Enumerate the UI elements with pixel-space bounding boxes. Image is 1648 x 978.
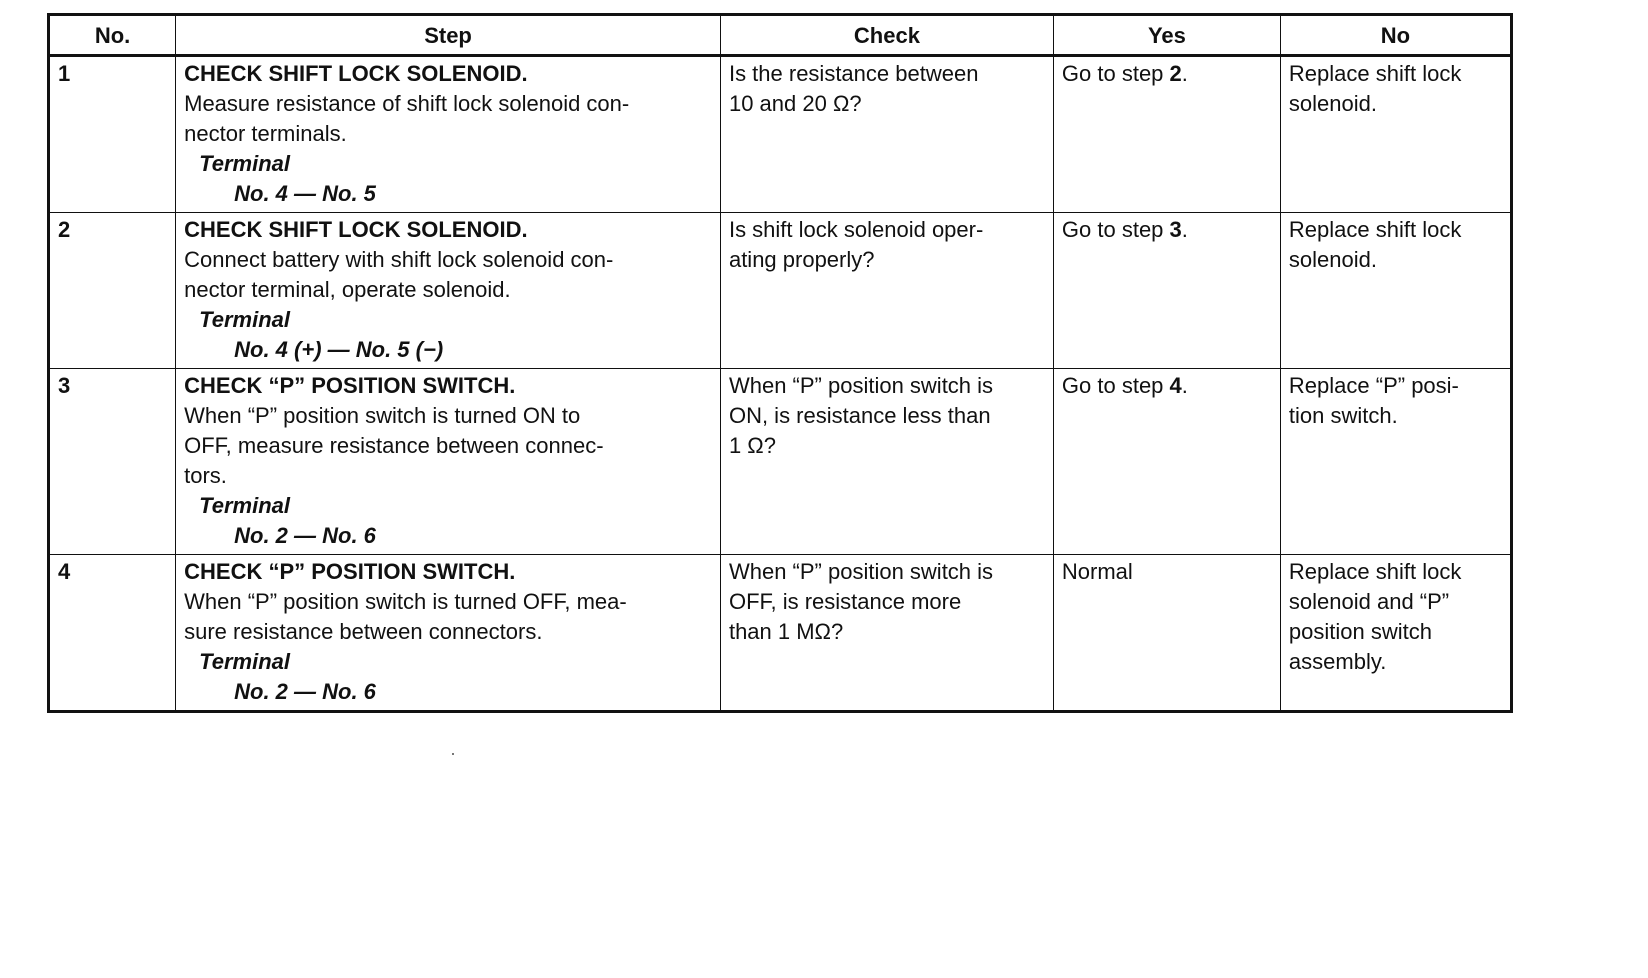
terminal-label: Terminal — [199, 307, 291, 332]
header-step: Step — [176, 15, 721, 56]
check-cell: When “P” position switch is ON, is resistance less than 1 Ω? — [720, 369, 1053, 555]
row-number: 2 — [49, 213, 176, 369]
step-description: When “P” position switch is turned OFF, mea- sure resistance between connectors. — [184, 589, 627, 644]
no-answer-cell: Replace shift lock solenoid. — [1280, 56, 1511, 213]
terminal-label: Terminal — [199, 493, 291, 518]
yes-prefix: Go to step — [1061, 217, 1170, 242]
header-no: No. — [49, 15, 176, 56]
terminal-value: No. 2 — No. 6 — [234, 523, 376, 548]
step-cell — [176, 213, 721, 369]
terminal-value: No. 4 — No. 5 — [234, 181, 376, 206]
yes-step-number: 2 — [1169, 61, 1182, 86]
yes-step-number: 4 — [1169, 373, 1182, 398]
table-row — [49, 555, 1512, 712]
no-answer-cell: Replace “P” posi- tion switch. — [1280, 369, 1511, 555]
diagnostic-table — [47, 13, 1513, 713]
yes-prefix: Normal — [1061, 559, 1133, 584]
step-description: When “P” position switch is turned ON to OFF, measure resistance between connec- tors. — [184, 403, 604, 488]
step-title: CHECK SHIFT LOCK SOLENOID. — [184, 61, 528, 86]
step-cell — [176, 555, 721, 712]
yes-suffix: . — [1181, 217, 1188, 242]
header-no-answer: No — [1280, 15, 1511, 56]
header-yes: Yes — [1053, 15, 1280, 56]
terminal-label: Terminal — [199, 649, 291, 674]
step-title: CHECK “P” POSITION SWITCH. — [184, 373, 516, 398]
yes-suffix: . — [1181, 373, 1188, 398]
yes-prefix: Go to step — [1061, 373, 1170, 398]
yes-cell — [1053, 213, 1280, 369]
yes-suffix: . — [1181, 61, 1188, 86]
table-row — [49, 369, 1512, 555]
step-title: CHECK SHIFT LOCK SOLENOID. — [184, 217, 528, 242]
yes-cell — [1053, 369, 1280, 555]
yes-step-number: 3 — [1169, 217, 1182, 242]
step-description: Measure resistance of shift lock solenoid con- nector terminals. — [184, 91, 630, 146]
row-number: 4 — [49, 555, 176, 712]
step-title: CHECK “P” POSITION SWITCH. — [184, 559, 516, 584]
yes-cell — [1053, 56, 1280, 213]
scan-speck — [452, 753, 454, 755]
terminal-label: Terminal — [199, 151, 291, 176]
check-cell: Is the resistance between 10 and 20 Ω? — [720, 56, 1053, 213]
step-cell — [176, 56, 721, 213]
step-description: Connect battery with shift lock solenoid con- nector terminal, operate solenoid. — [184, 247, 614, 302]
check-cell: Is shift lock solenoid oper- ating properly? — [720, 213, 1053, 369]
step-cell — [176, 369, 721, 555]
yes-cell — [1053, 555, 1280, 712]
header-check: Check — [720, 15, 1053, 56]
table-header-row — [49, 15, 1512, 56]
terminal-value: No. 2 — No. 6 — [234, 679, 376, 704]
check-cell: When “P” position switch is OFF, is resistance more than 1 MΩ? — [720, 555, 1053, 712]
row-number: 3 — [49, 369, 176, 555]
no-answer-cell: Replace shift lock solenoid and “P” position switch assembly. — [1280, 555, 1511, 712]
terminal-value: No. 4 (+) — No. 5 (−) — [234, 337, 444, 362]
table-row — [49, 56, 1512, 213]
table-row — [49, 213, 1512, 369]
yes-prefix: Go to step — [1061, 61, 1170, 86]
row-number: 1 — [49, 56, 176, 213]
no-answer-cell: Replace shift lock solenoid. — [1280, 213, 1511, 369]
